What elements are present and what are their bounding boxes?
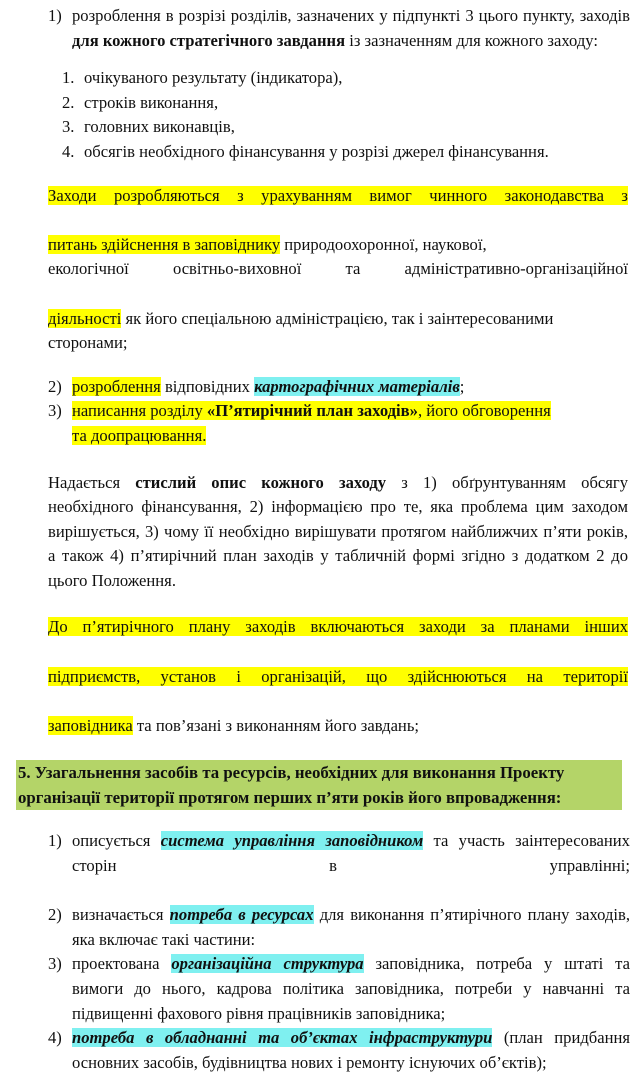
highlight-yellow: написання розділу [72,401,207,421]
paragraph-nadaetsya-bold: стислий опис кожного заходу [135,472,387,492]
inner-list-item [10,115,630,140]
list-marker: 1) [48,6,62,25]
inner-list-marker: 2. [62,92,75,112]
final-item-lead: описується [72,831,161,851]
highlight-yellow: питань здійснення в заповіднику [48,234,281,254]
highlight-yellow: підприємств, установ і організацій, що здійснюються на території [48,666,628,686]
paragraph-zahody-line-3 [48,257,628,306]
highlight-cyan: організаційна структура [171,954,364,974]
paragraph-do-plan-line-2 [48,665,628,714]
highlight-cyan: картографічних матеріалів [254,376,460,396]
final-list-item-1 [10,829,630,903]
highlight-yellow: Заходи розробляються з урахуванням вимог чинного законодавства з [48,185,628,205]
inner-list-text: обсягів необхідного фінансування у розрізі джерел фінансування. [84,141,549,161]
highlight-yellow: заповідника [48,715,133,735]
list-marker: 2) [48,376,62,396]
list-item-2-mid: відповідних [160,376,255,396]
list-item-2-tail: ; [459,376,465,396]
paragraph-do-plan [48,615,628,738]
spacer [10,738,630,760]
paragraph-zahody [48,184,628,356]
final-item-lead: визначається [72,905,170,925]
final-item-tail: та участь заінтересованих сторін в управлінні; [72,831,630,876]
final-item-tail: для виконання п’ятирічного плану заходів, яка включає такі частини: [72,905,630,949]
spacer [10,165,630,184]
highlight-cyan: потреба в обладнанні та об’єктах інфраструктури [72,1028,493,1048]
inner-list [10,66,630,164]
spacer [10,53,630,66]
outer-list-bottom [10,829,630,1075]
list-marker: 3) [48,954,62,974]
highlight-yellow-bold: «П’ятирічний план заходів» [206,401,418,421]
highlight-yellow: До п’ятирічного плану заходів включаються заходи за планами інших [48,617,628,637]
list-item-1 [10,4,630,53]
paragraph-zahody-line-2-tail: природоохоронної, наукової, [280,234,487,254]
inner-list-marker: 3. [62,117,75,137]
final-item-tail: (план придбання основних засобів, будівництва нових і ремонту існуючих об’єктів); [72,1028,630,1072]
inner-list-text: очікуваного результату (індикатора), [84,68,343,88]
section-heading-5-line-1: 5. Узагальнення засобів та ресурсів, необхідних для виконання Проекту [16,760,622,785]
list-item-2 [10,375,630,400]
section-heading-5 [16,760,622,810]
outer-list-top [10,4,630,53]
list-item-3 [10,399,630,448]
list-marker: 4) [48,1028,62,1048]
spacer [10,449,630,471]
inner-list-marker: 1. [62,68,75,88]
outer-list-mid [10,375,630,449]
paragraph-zahody-line-3-text: екологічної освітньо-виховної та адміністративно-організаційної [48,259,628,279]
highlight-yellow: та доопрацювання. [72,425,207,445]
paragraph-nadaetsya [48,471,628,594]
highlight-cyan: потреба в ресурсах [169,905,314,925]
paragraph-do-plan-line-3-tail: та пов’язані з виконанням його завдань; [132,715,419,735]
paragraph-zahody-line-5 [48,331,628,356]
paragraph-do-plan-line-1 [48,615,628,664]
highlight-yellow: , його обговорення [417,401,551,421]
spacer [10,810,630,829]
inner-list-marker: 4. [62,141,75,161]
list-item-1-text-b: із зазначенням для кожного заходу: [345,30,598,50]
paragraph-zahody-line-1 [48,184,628,233]
list-item-1-text-a: розроблення в розрізі розділів, зазначених у підпункті 3 цього пункту, заходів [72,6,630,25]
highlight-yellow: діяльності [48,308,122,328]
section-heading-5-line-2: організації території протягом перших п’яти років його впровадження: [16,785,622,810]
spacer [10,593,630,615]
highlight-yellow: розроблення [72,376,161,396]
list-marker: 1) [48,831,62,851]
spacer [10,356,630,375]
final-list-item-3 [10,952,630,1026]
paragraph-nadaetsya-text [48,471,628,594]
paragraph-zahody-line-5-text: сторонами; [48,333,128,353]
list-marker: 2) [48,905,62,925]
paragraph-zahody-line-4 [48,307,628,332]
list-item-1-bold: для кожного стратегічного завдання [72,30,346,50]
inner-list-text: головних виконавців, [84,117,235,137]
paragraph-zahody-line-4-tail: як його спеціальною адміністрацією, так і заінтересованими [121,308,554,328]
final-item-lead: проектована [72,954,172,974]
inner-list-item [10,91,630,116]
paragraph-zahody-line-2 [48,233,628,258]
paragraph-do-plan-line-3 [48,714,628,739]
paragraph-nadaetsya-tail: з 1) обґрунтуванням обсягу необхідного фінансування, 2) інформацією про те, яка проблема цим заходом вирішується, 3) чому її необхідно вирішувати протягом найближчих п’яти років, а також 4) п’ятирічний план заходів у табличній формі згідно з додатком 2 до цього Положення. [48,472,628,590]
inner-list-item [10,140,630,165]
final-list-item-4 [10,1026,630,1075]
final-item-tail: заповідника, потреба у штаті та вимоги до нього, кадрова політика заповідника, потреби у навчанні та підвищенні фахового рівня працівників заповідника; [72,954,630,1023]
final-list-item-2 [10,903,630,952]
highlight-cyan: система управління заповідником [160,831,424,851]
paragraph-nadaetsya-lead: Надається [48,472,136,492]
inner-list-item [10,66,630,91]
list-marker: 3) [48,401,62,421]
inner-list-text: строків виконання, [84,92,219,112]
